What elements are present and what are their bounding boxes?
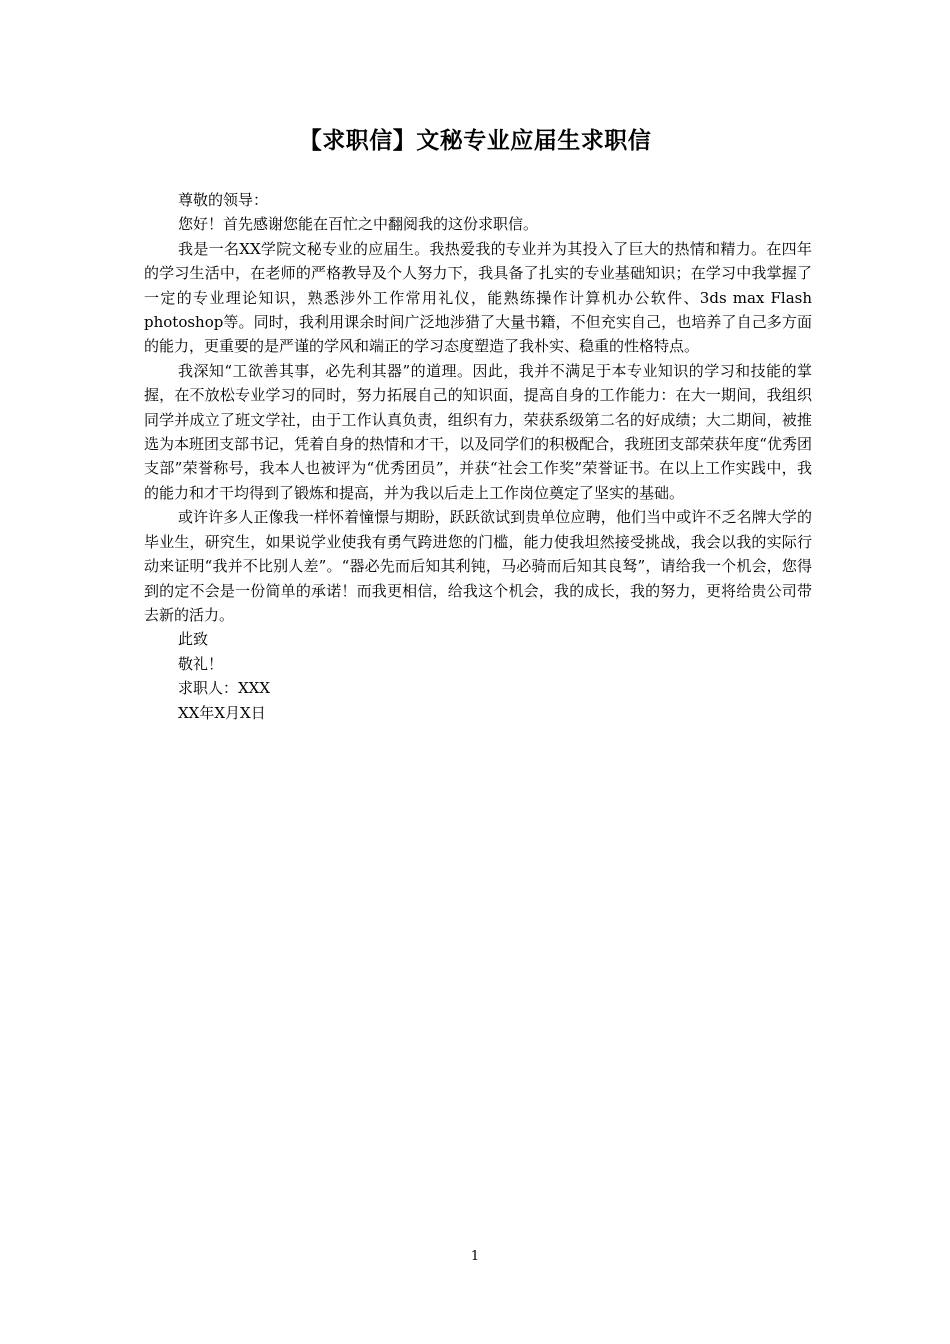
closing-line-1: 此致 <box>178 630 209 649</box>
page-number: 1 <box>470 1249 480 1264</box>
closing-line-2: 敬礼！ <box>178 654 224 673</box>
salutation: 尊敬的领导： <box>178 191 269 209</box>
paragraph-appeal: 或许许多人正像我一样怀着憧憬与期盼，跃跃欲试到贵单位应聘，他们当中或许不乏名牌大学的毕业生，研究生，如果说学业使我有勇气跨进您的门槛，能力使我坦然接受挑战，我会以我的实际行动来证明“我并不比别人差”。“器必先而后知其利钝，马必骑而后知其良驽”，请给我一个机会，您得到的定不会是一份简单的承诺！而我更相信，给我这个机会，我的成长，我的努力，更将给贵公司带去新的活力。 <box>144 508 812 624</box>
greeting: 您好！首先感谢您能在百忙之中翻阅我的这份求职信。 <box>178 215 539 234</box>
document-title: 【求职信】文秘专业应届生求职信 <box>298 128 652 154</box>
letter-body <box>144 188 812 725</box>
paragraph-experience: 我深知“工欲善其事，必先利其器”的道理。因此，我并不满足于本专业知识的学习和技能的掌握，在不放松专业学习的同时，努力拓展自己的知识面，提高自身的工作能力：在大一期间，我组织同学并成立了班文学社，由于工作认真负责，组织有力，荣获系级第二名的好成绩；大二期间，被推选为本班团支部书记，凭着自身的热情和才干，以及同学们的积极配合，我班团支部荣获年度“优秀团支部”荣誉称号，我本人也被评为“优秀团员”，并获“社会工作奖”荣誉证书。在以上工作实践中，我的能力和才干均得到了锻炼和提高，并为我以后走上工作岗位奠定了坚实的基础。 <box>144 361 812 502</box>
paragraph-introduction: 我是一名XX学院文秘专业的应届生。我热爱我的专业并为其投入了巨大的热情和精力。在四年的学习生活中，在老师的严格教导及个人努力下，我具备了扎实的专业基础知识；在学习中我掌握了一定的专业理论知识，熟悉涉外工作常用礼仪，能熟练操作计算机办公软件、3ds max Flash photoshop等。同时，我利用课余时间广泛地涉猎了大量书籍，不但充实自己，也培养了自己多方面的能力，更重要的是严谨的学风和端正的学习态度塑造了我朴实、稳重的性格特点。 <box>144 239 812 356</box>
date: XX年X月X日 <box>178 703 266 722</box>
signature: 求职人：XXX <box>178 679 271 698</box>
